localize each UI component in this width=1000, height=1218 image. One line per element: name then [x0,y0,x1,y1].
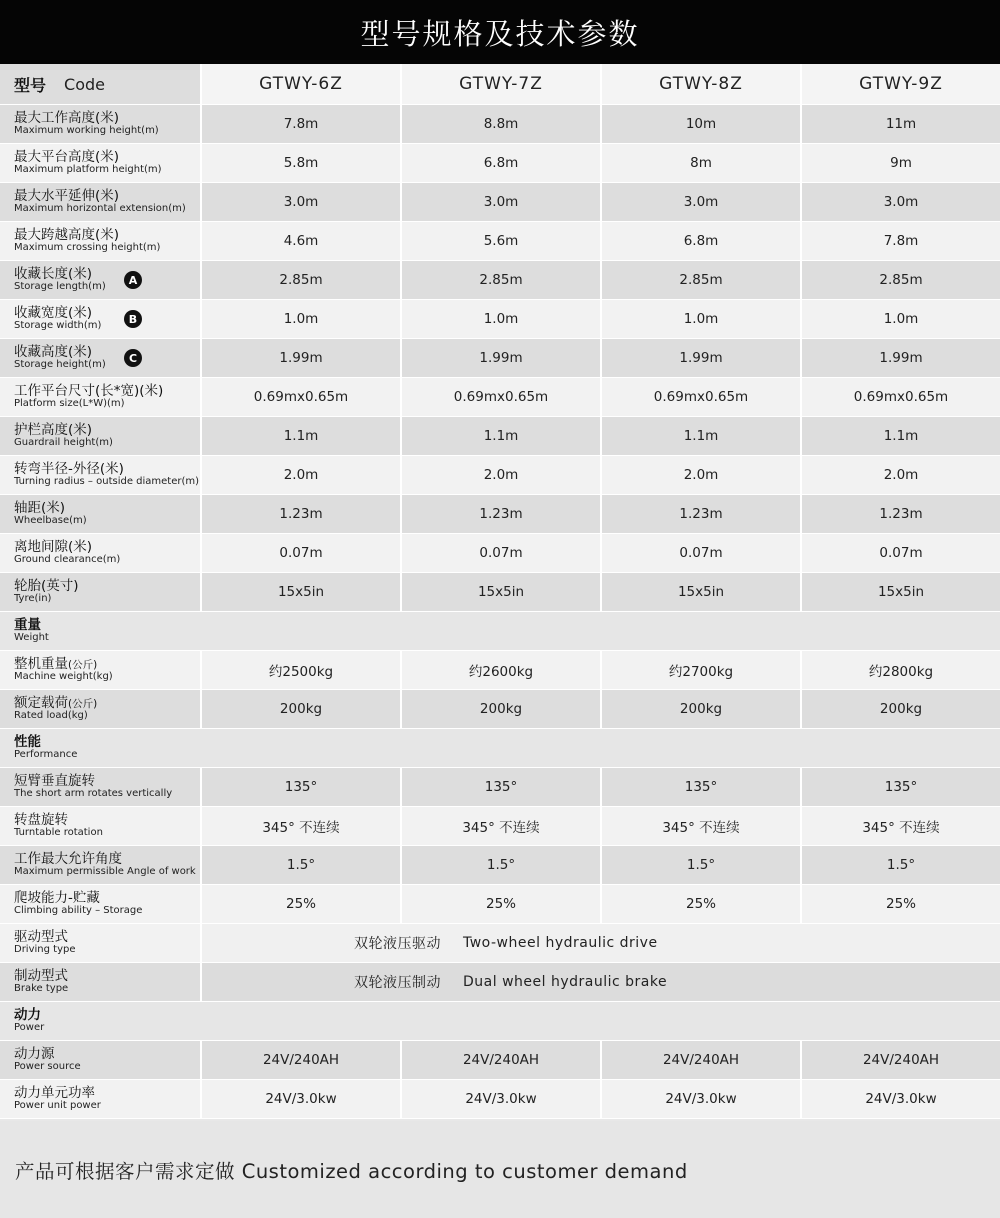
table-cell: 1.99m [400,339,600,377]
row-label [0,768,200,806]
table-cell: 2.0m [400,456,600,494]
table-row [0,105,1000,144]
table-cell: 2.85m [400,261,600,299]
table-cell: 1.99m [600,339,800,377]
row-label-en: Storage width(m) [14,320,102,332]
row-label-zh: 额定载荷 [14,695,68,712]
table-cell: 8m [600,144,800,182]
section-header [0,612,1000,651]
row-label [0,807,200,845]
table-cell: 345° 不连续 [800,807,1000,845]
dimension-badge-icon: C [124,349,142,367]
table-cell: 200kg [600,690,800,728]
table-cell: 3.0m [400,183,600,221]
row-label [0,339,200,377]
table-cell: 0.69mx0.65m [600,378,800,416]
row-label [0,456,200,494]
row-label-en: Power [14,1022,45,1034]
spec-table [0,64,1000,1119]
table-cell: 2.85m [800,261,1000,299]
row-label [0,690,200,728]
code-label [0,64,200,104]
table-row [0,885,1000,924]
table-cell: 9m [800,144,1000,182]
table-cell: 1.1m [800,417,1000,455]
table-cell: 约2600kg [400,651,600,689]
table-cell: 1.99m [800,339,1000,377]
table-row [0,261,1000,300]
row-label-zh: 收藏长度(米) [14,266,93,283]
table-cell: 0.07m [400,534,600,572]
row-label-zh: 驱动型式 [14,929,68,946]
table-cell: 15x5in [600,573,800,611]
table-cell: 135° [600,768,800,806]
span-value-en: Two-wheel hydraulic drive [463,935,658,951]
span-value-en: Dual wheel hydraulic brake [463,974,668,990]
row-label-en: Weight [14,632,49,644]
span-cell [200,924,1000,962]
row-label-en: Storage length(m) [14,281,106,293]
table-cell: 1.23m [200,495,400,533]
table-cell: 24V/240AH [400,1041,600,1079]
table-row [0,573,1000,612]
row-label [0,222,200,260]
row-label [0,729,1000,767]
row-label [0,963,200,1001]
table-cell: 24V/3.0kw [200,1080,400,1118]
model-9z: GTWY-9Z [800,64,1000,104]
row-label-en: Wheelbase(m) [14,515,87,527]
row-label-en: Power source [14,1061,81,1073]
table-cell: 0.69mx0.65m [400,378,600,416]
table-cell: 3.0m [200,183,400,221]
table-cell: 1.1m [600,417,800,455]
table-row [0,807,1000,846]
table-cell: 0.07m [800,534,1000,572]
page-title: 型号规格及技术参数 [0,0,1000,64]
row-label [0,495,200,533]
table-cell: 0.69mx0.65m [800,378,1000,416]
table-cell: 1.1m [200,417,400,455]
table-cell: 1.99m [200,339,400,377]
table-row [0,1041,1000,1080]
row-label-en: Rated load(kg) [14,710,88,722]
table-cell: 0.07m [200,534,400,572]
row-label [0,924,200,962]
table-cell: 15x5in [800,573,1000,611]
row-label [0,261,200,299]
row-label-zh: 轮胎(英寸) [14,578,79,595]
table-cell: 4.6m [200,222,400,260]
table-cell: 10m [600,105,800,143]
row-label-en: Driving type [14,944,76,956]
row-label-en: Maximum horizontal extension(m) [14,203,186,215]
table-cell: 7.8m [800,222,1000,260]
table-row [0,651,1000,690]
row-label-en: Power unit power [14,1100,101,1112]
table-cell: 24V/240AH [800,1041,1000,1079]
row-label-zh: 重量 [14,617,41,634]
table-cell: 15x5in [200,573,400,611]
row-label-en: Climbing ability – Storage [14,905,143,917]
span-cell [200,963,1000,1001]
code-label-en: Code [64,74,105,94]
row-label-zh: 收藏高度(米) [14,344,93,361]
model-7z: GTWY-7Z [400,64,600,104]
table-row [0,417,1000,456]
row-label-en: Maximum permissible Angle of work [14,866,196,878]
table-cell: 1.0m [800,300,1000,338]
table-cell: 1.5° [600,846,800,884]
table-cell: 3.0m [600,183,800,221]
table-cell: 5.6m [400,222,600,260]
row-label-en: Turning radius – outside diameter(m) [14,476,200,488]
table-cell: 约2800kg [800,651,1000,689]
row-label-zh: 动力 [14,1007,41,1024]
table-cell: 1.23m [600,495,800,533]
table-row [0,222,1000,261]
table-cell: 2.85m [600,261,800,299]
row-label-zh: 性能 [14,734,41,751]
table-cell: 约2700kg [600,651,800,689]
row-label-zh: 离地间隙(米) [14,539,93,556]
dimension-badge-icon: A [124,271,142,289]
table-cell: 25% [200,885,400,923]
table-row [0,846,1000,885]
model-6z: GTWY-6Z [200,64,400,104]
row-label-zh: 最大跨越高度(米) [14,227,120,244]
table-cell: 6.8m [400,144,600,182]
table-cell: 8.8m [400,105,600,143]
table-row [0,378,1000,417]
row-label-en: Guardrail height(m) [14,437,113,449]
table-cell: 24V/240AH [600,1041,800,1079]
row-label [0,417,200,455]
row-label-zh: 最大平台高度(米) [14,149,120,166]
span-value-zh: 双轮液压驱动 [354,936,441,952]
table-cell: 135° [400,768,600,806]
row-label-en: Turntable rotation [14,827,103,839]
row-label-zh: 最大水平延伸(米) [14,188,120,205]
table-cell: 6.8m [600,222,800,260]
table-cell: 200kg [200,690,400,728]
row-label [0,144,200,182]
row-label-zh: 护栏高度(米) [14,422,93,439]
row-label [0,1041,200,1079]
section-header [0,729,1000,768]
row-label [0,1080,200,1118]
table-cell: 0.07m [600,534,800,572]
table-row [0,495,1000,534]
table-cell: 25% [400,885,600,923]
table-cell: 11m [800,105,1000,143]
row-label-en: Performance [14,749,78,761]
table-row [0,768,1000,807]
table-cell: 1.5° [200,846,400,884]
row-label-unit: (公斤) [68,698,98,711]
table-row [0,1080,1000,1119]
table-row [0,963,1000,1002]
row-label [0,378,200,416]
row-label-zh: 短臂垂直旋转 [14,773,95,790]
table-cell: 25% [600,885,800,923]
table-cell: 约2500kg [200,651,400,689]
table-row [0,300,1000,339]
row-label-zh: 轴距(米) [14,500,66,517]
row-label [0,534,200,572]
table-row [0,690,1000,729]
table-cell: 200kg [800,690,1000,728]
table-row [0,456,1000,495]
row-label-zh: 最大工作高度(米) [14,110,120,127]
table-row [0,144,1000,183]
row-label-zh: 转盘旋转 [14,812,68,829]
table-cell: 135° [800,768,1000,806]
row-label-en: Storage height(m) [14,359,106,371]
row-label-en: Machine weight(kg) [14,671,113,683]
table-cell: 345° 不连续 [200,807,400,845]
row-label-en: Maximum platform height(m) [14,164,162,176]
table-row [0,183,1000,222]
section-header [0,1002,1000,1041]
table-cell: 24V/3.0kw [600,1080,800,1118]
row-label [0,300,200,338]
row-label [0,612,1000,650]
table-cell: 5.8m [200,144,400,182]
table-cell: 1.0m [400,300,600,338]
row-label-zh: 收藏宽度(米) [14,305,93,322]
row-label [0,651,200,689]
row-label-en: Tyre(in) [14,593,52,605]
row-label [0,846,200,884]
table-cell: 200kg [400,690,600,728]
code-row [0,64,1000,105]
table-cell: 1.0m [600,300,800,338]
row-label-en: The short arm rotates vertically [14,788,173,800]
table-cell: 345° 不连续 [400,807,600,845]
table-cell: 2.0m [200,456,400,494]
table-cell: 0.69mx0.65m [200,378,400,416]
row-label-en: Maximum working height(m) [14,125,159,137]
row-label-zh: 动力单元功率 [14,1085,95,1102]
row-label-zh: 爬坡能力-贮藏 [14,890,100,907]
dimension-badge-icon: B [124,310,142,328]
row-label-zh: 工作最大允许角度 [14,851,122,868]
row-label-zh: 工作平台尺寸(长*宽)(米) [14,383,164,400]
footer-note: 产品可根据客户需求定做 Customized according to customer demand [0,1121,1000,1218]
row-label-en: Brake type [14,983,69,995]
table-cell: 1.5° [800,846,1000,884]
span-value-zh: 双轮液压制动 [354,975,441,991]
table-cell: 24V/3.0kw [400,1080,600,1118]
table-row [0,924,1000,963]
table-cell: 25% [800,885,1000,923]
table-cell: 3.0m [800,183,1000,221]
table-cell: 1.23m [400,495,600,533]
row-label [0,183,200,221]
table-cell: 7.8m [200,105,400,143]
table-cell: 345° 不连续 [600,807,800,845]
row-label [0,105,200,143]
table-cell: 1.1m [400,417,600,455]
table-cell: 135° [200,768,400,806]
row-label [0,1002,1000,1040]
row-label-zh: 动力源 [14,1046,55,1063]
table-row [0,534,1000,573]
table-cell: 2.85m [200,261,400,299]
table-cell: 1.5° [400,846,600,884]
table-cell: 1.0m [200,300,400,338]
table-cell: 2.0m [800,456,1000,494]
code-label-zh: 型号 [14,75,47,95]
table-cell: 1.23m [800,495,1000,533]
model-8z: GTWY-8Z [600,64,800,104]
table-cell: 2.0m [600,456,800,494]
row-label-unit: (公斤) [68,659,98,672]
table-cell: 15x5in [400,573,600,611]
table-row [0,339,1000,378]
table-cell: 24V/3.0kw [800,1080,1000,1118]
row-label [0,885,200,923]
row-label-en: Ground clearance(m) [14,554,121,566]
row-label [0,573,200,611]
row-label-en: Platform size(L*W)(m) [14,398,125,410]
row-label-zh: 转弯半径-外径(米) [14,461,124,478]
row-label-en: Maximum crossing height(m) [14,242,161,254]
row-label-zh: 制动型式 [14,968,68,985]
table-cell: 24V/240AH [200,1041,400,1079]
row-label-zh: 整机重量 [14,656,68,673]
